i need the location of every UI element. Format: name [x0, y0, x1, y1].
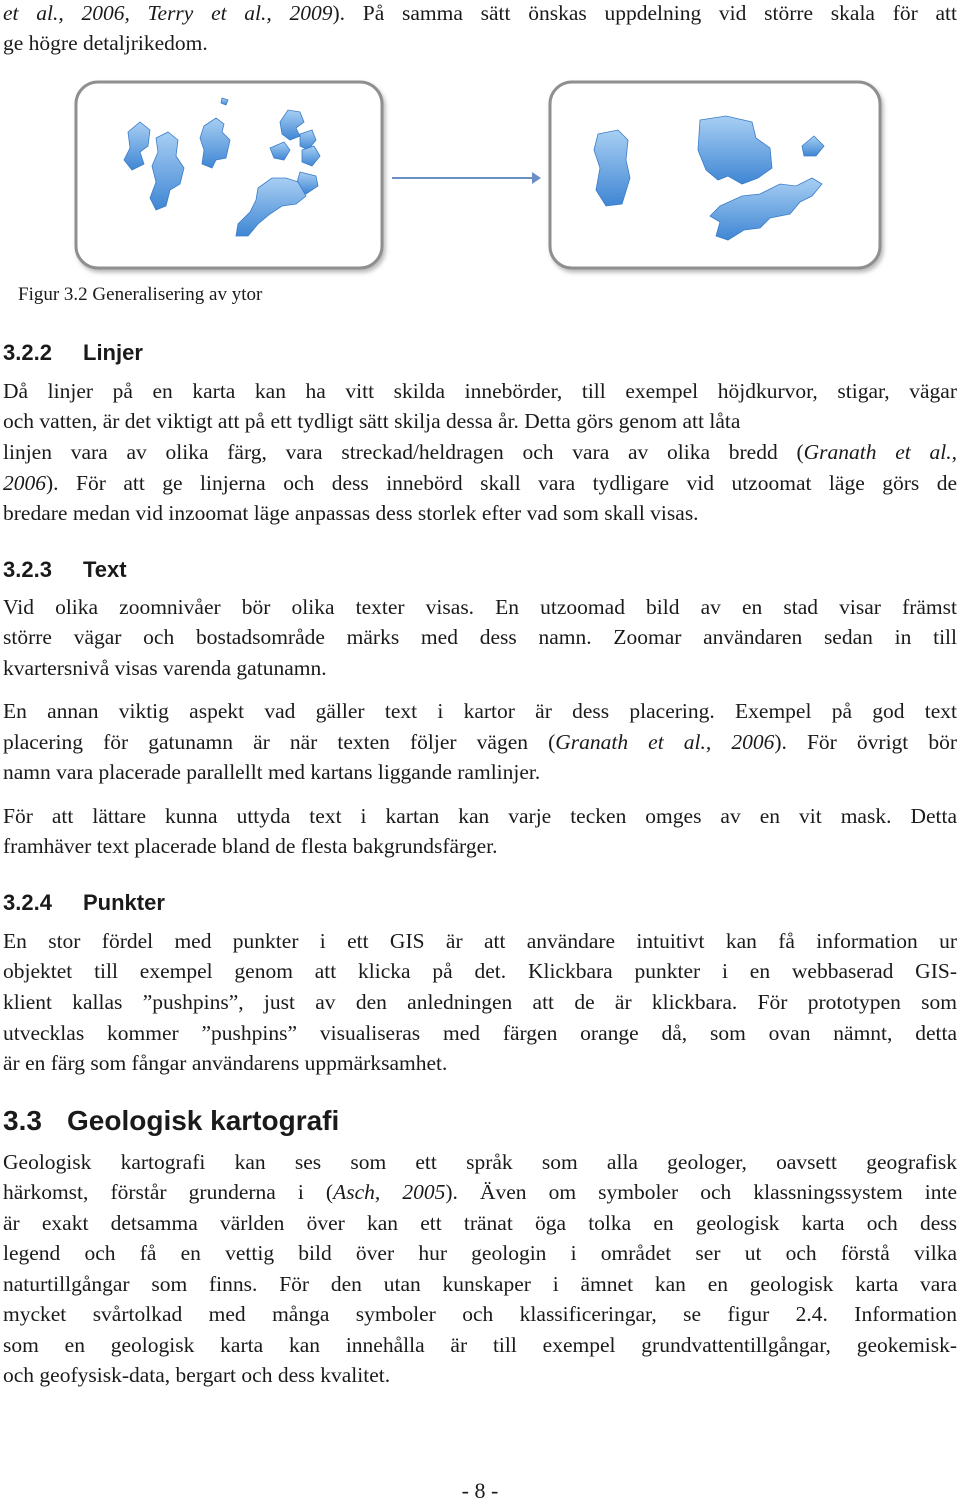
s322-line-2: och vatten, är det viktigt att på ett tydligt sätt skilja dessa år. Detta görs genom att låta — [3, 409, 741, 433]
s322-line-4: 2006). För att ge linjerna och dess innebörd skall vara tydligare vid utzoomat läge görs de — [3, 471, 957, 495]
section-heading-3-3: 3.3 Geologisk kartografi — [3, 1105, 340, 1136]
s323-p1-line-2: större vägar och bostadsområde märks med dess namn. Zoomar användaren sedan in till — [3, 625, 957, 649]
s322-line-3: linjen vara av olika färg, vara streckad/heldragen och vara av olika bredd (Granath et al., — [3, 440, 957, 464]
figure-caption: Figur 3.2 Generalisering av ytor — [18, 284, 263, 305]
arrow-right-icon — [392, 172, 541, 184]
intro-line-1: et al., 2006, Terry et al., 2009). På samma sätt önskas uppdelning vid större skala för att — [3, 1, 957, 25]
s323-p2-line-1: En annan viktig aspekt vad gäller text i kartor är dess placering. Exempel på god text — [3, 699, 957, 723]
s324-line-4: utvecklas kommer ”pushpins” visualiseras med färgen orange då, som ovan nämnt, detta — [3, 1021, 957, 1045]
s33-line-1: Geologisk kartografi kan ses som ett språk som alla geologer, oavsett geografisk — [3, 1150, 957, 1174]
s323-p2-line-2: placering för gatunamn är när texten följer vägen (Granath et al., 2006). För övrigt bör — [3, 730, 958, 754]
s323-p2-line-3: namn vara placerade parallellt med kartans liggande ramlinjer. — [3, 760, 541, 784]
s323-p3-line-2: framhäver text placerade bland de flesta bakgrundsfärger. — [3, 834, 498, 858]
s324-line-1: En stor fördel med punkter i ett GIS är att användare intuitivt kan få information ur — [3, 929, 957, 953]
section-heading-3-2-3: 3.2.3 Text — [3, 557, 127, 582]
section-heading-3-2-4: 3.2.4 Punkter — [3, 890, 165, 915]
s324-line-3: klient kallas ”pushpins”, just av den anledningen att de är klickbara. För prototypen som — [3, 990, 957, 1014]
s323-p3-line-1: För att lättare kunna uttyda text i kartan kan varje tecken omges av en vit mask. Detta — [3, 804, 957, 828]
s324-line-5: är en färg som fångar användarens uppmärksamhet. — [3, 1051, 448, 1075]
s33-line-3: är exakt detsamma världen över kan ett tränat öga tolka en geologisk karta och dess — [3, 1211, 957, 1235]
s324-line-2: objektet till exempel genom att klicka på det. Klickbara punkter i en webbaserad GIS- — [3, 959, 957, 983]
s33-line-4: legend och få en vettig bild över hur geologin i området ser ut och förstå vilka — [3, 1241, 957, 1265]
s33-line-6: mycket svårtolkad med många symboler och klassificeringar, se figur 2.4. Information — [3, 1302, 957, 1326]
s322-line-1: Då linjer på en karta kan ha vitt skilda innebörder, till exempel höjdkurvor, stigar, vägar — [3, 379, 957, 403]
intro-line-2: ge högre detaljrikedom. — [3, 31, 208, 55]
s33-line-8: och geofysisk-data, bergart och dess kvalitet. — [3, 1363, 391, 1387]
s33-line-2: härkomst, förstår grunderna i (Asch, 2005). Även om symboler och klassningssystem inte — [3, 1180, 957, 1204]
s323-p1-line-1: Vid olika zoomnivåer bör olika texter visas. En utzoomad bild av en stad visar främst — [3, 595, 957, 619]
section-heading-3-2-2: 3.2.2 Linjer — [3, 340, 143, 365]
s33-line-5: naturtillgångar som finns. För den utan kunskaper i ämnet kan en geologisk karta vara — [3, 1272, 957, 1296]
page-number: - 8 - — [461, 1478, 499, 1503]
s322-line-5: bredare medan vid inzoomat läge anpassas dess storlek efter vad som skall visas. — [3, 501, 699, 525]
generalisation-figure — [0, 0, 960, 290]
figure-frame-before — [76, 82, 382, 268]
s323-p1-line-3: kvartersnivå visas varenda gatunamn. — [3, 656, 327, 680]
s33-line-7: som en geologisk karta kan innehålla är till exempel grundvattentillgångar, geokemisk- — [3, 1333, 957, 1357]
